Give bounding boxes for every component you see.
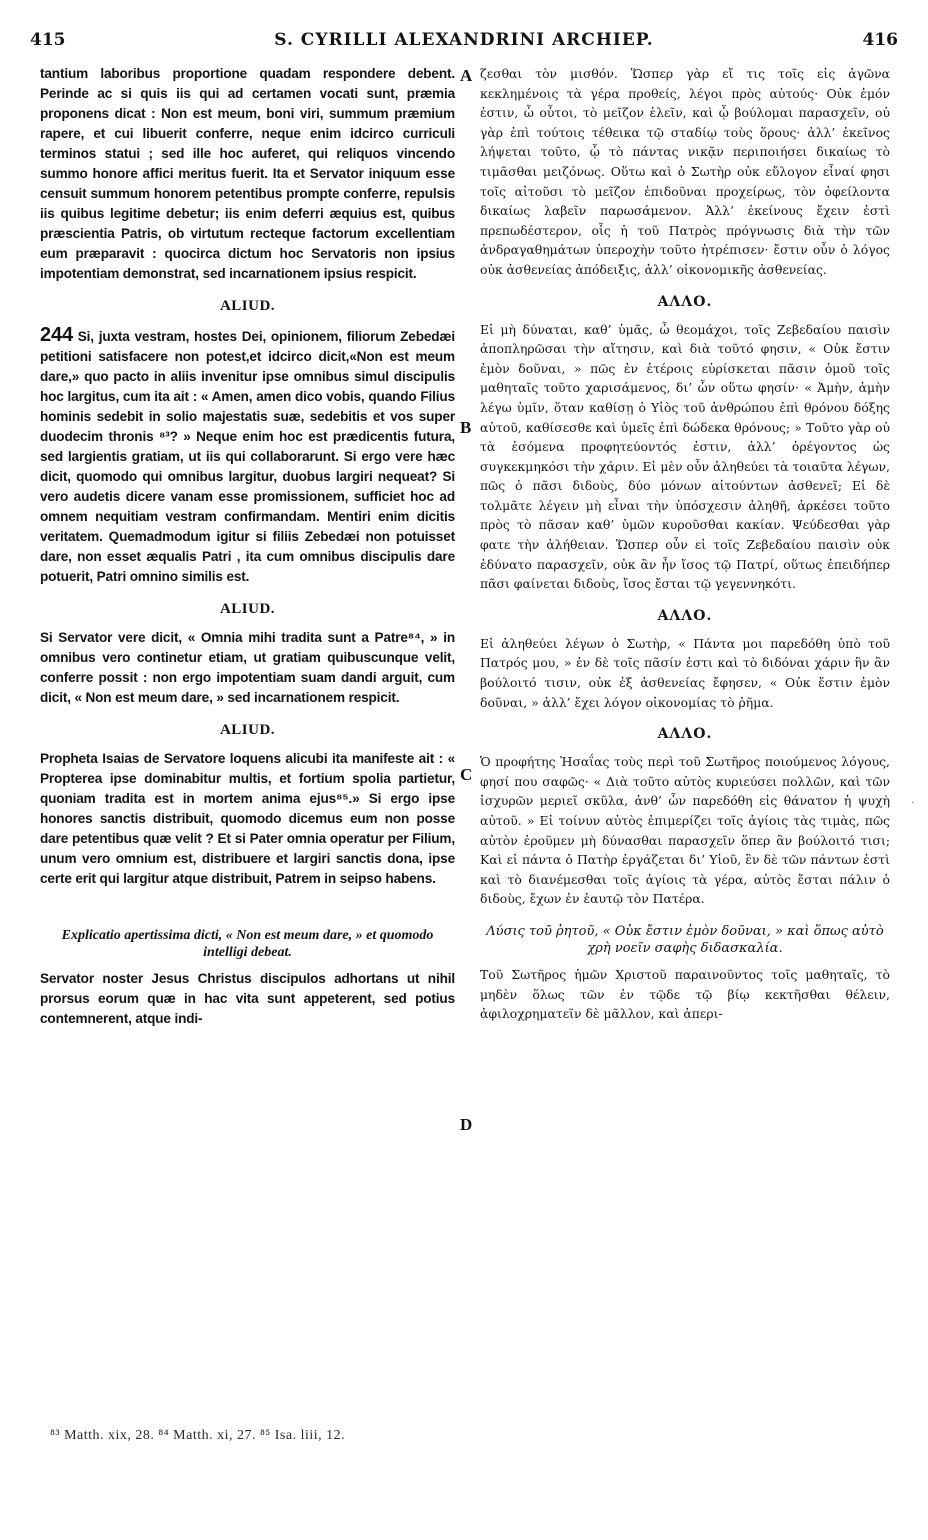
section-number: 244 bbox=[40, 324, 73, 346]
latin-paragraph-4: Propheta Isaias de Servatore loquens alicubi ita manifeste ait : « Propterea ipse dominabitur multis, et fortium spolia partietur, quoniam tradita est in mortem anima ejus⁸⁵.» Si ergo ipse honores sanctis distribuit, quomodo dicemus eum non posse dare petentibus quæ velit ? Et si Pater omnia operatur per Filium, unum vero omnium est, distribuere et largiri sanctis dona, ipse certe erit qui largitur atque distribuit, Patrem in seipso habens. bbox=[40, 751, 455, 886]
greek-column bbox=[480, 64, 890, 1024]
greek-paragraph-3: Εἰ ἀληθεύει λέγων ὁ Σωτὴρ, « Πάντα μοι παρεδόθη ὑπὸ τοῦ Πατρός μου, » ἐν δὲ τοῖς πᾶσίν ἐστι καὶ τὸ διδόναι χάριν ἣν ἂν βούλοιτό τισιν, οὐκ ἐξ ἀσθενείας ἔφησεν, « Οὐκ ἔστιν ἐμὸν δοῦναι, » ἀλλ’ ἔχει λόγον οἰκονομίας τὸ ῥῆμα. bbox=[480, 635, 890, 710]
gutter-letter-a: A bbox=[460, 66, 473, 85]
gutter-letter-d: D bbox=[460, 1115, 473, 1134]
latin-explicatio-heading: Explicatio apertissima dicti, « Non est meum dare, » et quomodo intelligi debeat. bbox=[61, 928, 434, 960]
greek-paragraph-2: Εἰ μὴ δύναται, καθ’ ὑμᾶς, ὦ θεομάχοι, τοῖς Ζεβεδαίου παισὶν ἀποπληρῶσαι τὴν αἴτησιν, καὶ διὰ τοῦτό φησιν, « Οὐκ ἔστιν ἐμὸν δοῦναι, » πῶς ἐν ἑτέροις εὑρίσκεται πᾶσιν ὁμοῦ τοῖς μαθηταῖς τοῦτο χαρισάμενος, δι’ ὧν οὕτω φησίν· « Ἀμὴν, ἀμὴν λέγω ὑμῖν, ὅταν καθίσῃ ὁ Υἱὸς τοῦ ἀνθρώπου ἐπὶ θρόνου δόξης αὐτοῦ, καθίσεσθε καὶ ὑμεῖς ἐπὶ δώδεκα θρόνους; » Τοῦτο γὰρ οὐ τὰ ἐσόμενα προφητεύοντός ἐστιν, ἀλλ’ ὀρέγοντος ὡς συγκεκμηκόσι τὴν χάριν. Εἰ μὲν οὖν ἀληθεύει τὰ τοιαῦτα λέγων, πῶς ὁ πᾶσι διδοὺς, δύο μόνων αἰτούντων ἀσθενεῖ; Εἰ δὲ τολμᾶτε λέγειν μὴ εἶναι τὴν ὑπόσχεσιν ἀληθῆ, ἀρκέσει τοῦτο πρὸς τὸ πᾶσαν καθ’ ὑμῶν κυροῦσθαι κακίαν. Ψεύδεσθαι γὰρ φατε τὴν ἀλήθειαν. Ὥσπερ οὖν εἰ τοῖς Ζεβεδαίου παισὶν οὐκ ἐδύνατο παρασχεῖν, οὐκ ἂν ἦν ἴσος τῷ Πατρί, οὕτως ἐπειδήπερ πᾶσι φαίνεται διδοὺς, ἴσος ἔσται τῷ γεγεννηκότι. bbox=[480, 321, 890, 592]
gutter-letter-b: B bbox=[460, 418, 472, 437]
latin-paragraph-2-text: Si, juxta vestram, hostes Dei, opinionem, filiorum Zebedæi petitioni satisfacere non potest,et idcirco dicit,«Non est meum dare,» quo pacto in aliis invenitur ipse omnibus simul discipulis hoc largitus, cum ita ait : « Amen, amen dico vobis, quando Filius hominis sedebit in solio majestatis suæ, sedebitis et vos super duodecim thronis ⁸³? » Neque enim hoc est prædicentis futura, sed largientis gratiam, ut iis qui collaborarunt. Si ergo vere hæc dicit, quomodo qui omnibus largitur, duobus largiri nequeat? Si vero audetis dicere vanam esse promissionem, sufficiet hoc ad omnem nequitiam vestram confirmandam. Mentiri enim dicitis veritatem. Quemadmodum igitur si filiis Zebedæi non potuisset dare, non esset æqualis Patri , ita cum omnibus discipulis dare potuerit, Patri omnino similis est. bbox=[40, 329, 455, 584]
latin-paragraph-1: tantium laboribus proportione quadam respondere debent. Perinde ac si quis iis qui ad certamen vocati sunt, præmia proponens dicat : Non est meum, boni viri, summum præmium rapere, et cui libuerit conferre, neque enim idcirco curriculi terminos statui ; sed ille hoc auferet, qui reliquos vincendo summo honore affici meritus fuerit. Ita et Servator iniquum esse censuit summum honorem petentibus prompte conferre, repulsis iis quibus legitime debetur; iis enim deferri æquius est, quibus præscientia Patris, ob virtutum recteque factorum excellentiam eum præparavit : quocirca dictum hoc Servatoris non ipsius impotentiam demonstrat, sed incarnationem ipsius respicit. bbox=[40, 66, 455, 281]
latin-heading-aliud-2: ALIUD. bbox=[219, 601, 276, 617]
running-title: S. CYRILLI ALEXANDRINI ARCHIEP. bbox=[274, 30, 654, 50]
running-header bbox=[30, 30, 898, 54]
greek-paragraph-1: ζεσθαι τὸν μισθόν. Ὥσπερ γὰρ εἴ τις τοῖς εἰς ἀγῶνα κεκλημένοις τὰ γέρα προθείς, λέγοι πρὸς αὐτούς· Οὐκ ἐμόν ἐστιν, ὦ οὗτοι, τὸ μεῖζον ἑλεῖν, καὶ ᾧ βούλομαι παρασχεῖν, οὐ γὰρ ἐπὶ τούτοις τέθεικα τῷ σταδίῳ τοὺς ὅρους· ἀλλ’ ἐκεῖνος λήψεται τοῦτο, ᾧ τὸ πάντας νικᾷν περιποιήσει δικαίως τὸ τιμᾶσθαι μειζόνως. Οὕτω καὶ ὁ Σωτὴρ οὐκ εὔλογον εἶναί φησι τοῖς αἰτοῦσι τὸ μεῖζον ἐπιδοῦναι προχείρως, τὸν ὀφείλοντα δικαίως λαβεῖν παρωσάμενον. Ἀλλ’ ἐκείνους ἔχειν ἐστὶ πρεπωδέστερον, οἷς ἡ τοῦ Πατρὸς πρόγνωσις διὰ τὴν τῶν ἀνδραγαθημάτων ὑπεροχὴν τοῦτο ἡτρέπισεν· ἔστιν οὖν ὁ λόγος οὐκ ἀσθενείας ἀπόδειξις, ἀλλ’ οἰκονομικῆς ἀσθενείας. bbox=[480, 66, 890, 277]
latin-heading-aliud-1: ALIUD. bbox=[219, 298, 276, 314]
latin-paragraph-3: Si Servator vere dicit, « Omnia mihi tradita sunt a Patre⁸⁴, » in omnibus vero continetur etiam, ut gratiam quibuscunque velit, conferre possit : non ergo impotentiam suam dandi arguit, cum dicit, « Non est meum dare, » sed incarnationem respicit. bbox=[40, 630, 455, 705]
latin-paragraph-2 bbox=[40, 325, 455, 587]
greek-paragraph-4: Ὁ προφήτης Ἡσαΐας τοὺς περὶ τοῦ Σωτῆρος ποιούμενος λόγους, φησί που σαφῶς· « Διὰ τοῦτο αὐτὸς κυριεύσει πολλῶν, καὶ τῶν ἰσχυρῶν μεριεῖ σκῦλα, ἀνθ’ ὧν παρεδόθη εἰς θάνατον ἡ ψυχὴ αὐτοῦ. » Εἰ τοίνυν αὐτὸς ἐπιμερίζει τοῖς ἁγίοις τὰς τιμὰς, πῶς αὐτὸν ἐροῦμεν μὴ δύνασθαι παρασχεῖν ὅπερ ἂν βούλοιτό τισι; Καὶ εἰ πάντα ὁ Πατὴρ ἐργάζεται δι’ Υἱοῦ, ἓν δὲ τῶν πάντων ἐστὶ καὶ τὸ διανέμεσθαι τοῖς ἁγίοις τὰ γέρα, αὐτὸς ἔσται πάλιν ὁ διδοὺς, ἔχων ἐν ἑαυτῷ τὸν Πατέρα. bbox=[480, 754, 890, 907]
latin-heading-aliud-3: ALIUD. bbox=[219, 722, 276, 738]
footnotes: ⁸³ Matth. xix, 28. ⁸⁴ Matth. xi, 27. ⁸⁵ Isa. liii, 12. bbox=[50, 1428, 346, 1443]
page-number-left: 415 bbox=[30, 30, 66, 50]
greek-heading-allo-2: ΑΛΛΟ. bbox=[657, 607, 713, 624]
greek-lysis-heading: Λύσις τοῦ ῥητοῦ, « Οὐκ ἔστιν ἐμὸν δοῦναι, » καὶ ὅπως αὐτὸ χρὴ νοεῖν σαφὴς διδασκαλία. bbox=[486, 923, 884, 956]
latin-column bbox=[40, 64, 455, 1029]
gutter-letter-c: C bbox=[460, 765, 473, 784]
greek-heading-allo-3: ΑΛΛΟ. bbox=[657, 726, 713, 743]
greek-paragraph-5: Τοῦ Σωτῆρος ἡμῶν Χριστοῦ παραινοῦντος τοῖς μαθηταῖς, τὸ μηδὲν ὅλως τῶν ἐν τῷδε τῷ βίῳ κεκτῆσθαι θέλειν, ἀφιλοχρηματεῖν δὲ μᾶλλον, καὶ ἀπερι- bbox=[480, 966, 890, 1022]
margin-mark: · bbox=[911, 798, 915, 809]
latin-paragraph-5: Servator noster Jesus Christus discipulos adhortans ut nihil prorsus eorum quæ in hac vita sunt appeterent, sed potius contemnerent, atque indi- bbox=[40, 971, 455, 1026]
page-number-right: 416 bbox=[862, 30, 898, 50]
greek-heading-allo-1: ΑΛΛΟ. bbox=[657, 293, 713, 310]
